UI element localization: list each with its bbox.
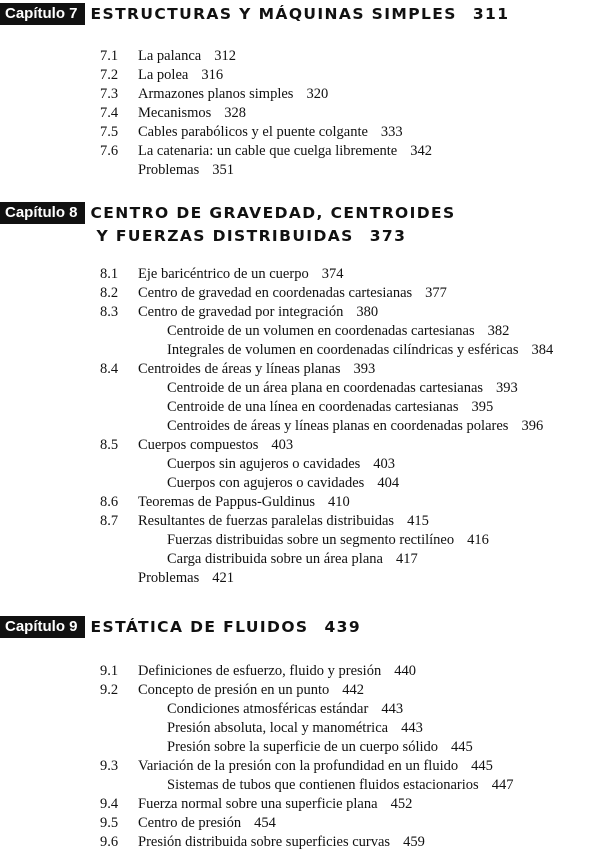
entry-text-group	[138, 161, 234, 179]
entry-title: Centroides de áreas y líneas planas en coordenadas polares	[167, 418, 509, 434]
entry-text-group	[138, 47, 236, 65]
entry-title: Eje baricéntrico de un cuerpo	[138, 266, 309, 282]
chapter-label-badge: Capítulo 8	[0, 202, 85, 224]
chapter-title	[85, 3, 510, 26]
entry-text-group	[138, 833, 425, 851]
entry-text-group	[138, 360, 375, 378]
entry-text-group	[138, 795, 412, 813]
entry-page-number: 447	[491, 777, 514, 793]
entry-page-number: 421	[212, 570, 234, 586]
entry-title: Concepto de presión en un punto	[138, 682, 330, 698]
chapter-page-number: 311	[472, 5, 510, 23]
entry-page-number: 403	[373, 456, 396, 472]
entry-text-group	[138, 85, 328, 103]
entry-title: Presión sobre la superficie de un cuerpo sólido	[167, 739, 438, 755]
section-number: 8.2	[100, 285, 119, 301]
entry-text-group	[167, 776, 513, 794]
entry-title: Presión distribuida sobre superficies curvas	[138, 834, 391, 850]
chapter-label-badge: Capítulo 9	[0, 616, 85, 638]
entry-title: Centroides de áreas y líneas planas	[138, 361, 341, 377]
entry-text-group	[138, 303, 378, 321]
entry-text-group	[138, 123, 403, 141]
entry-text-group	[167, 417, 543, 435]
chapter-title-line: CENTRO DE GRAVEDAD, CENTROIDES	[90, 204, 456, 222]
entry-page-number: 395	[471, 399, 494, 415]
entry-text-group	[167, 531, 489, 549]
chapter-page-number: 373	[369, 227, 407, 245]
chapter-9	[0, 616, 600, 850]
chapter-title-line: ESTÁTICA DE FLUIDOS 439	[90, 618, 362, 636]
entry-page-number: 374	[321, 266, 344, 282]
entry-title: Presión absoluta, local y manométrica	[167, 720, 389, 736]
entry-text-group	[167, 738, 473, 756]
entry-page-number: 443	[381, 701, 404, 717]
chapter-8	[0, 202, 600, 586]
entry-title: Carga distribuida sobre un área plana	[167, 551, 383, 567]
section-number: 8.1	[100, 266, 119, 282]
section-number: 8.7	[100, 513, 119, 529]
entry-page-number: 320	[306, 86, 329, 102]
entry-title: Centro de gravedad en coordenadas cartesianas	[138, 285, 413, 301]
entry-text-group	[138, 436, 293, 454]
entry-page-number: 417	[395, 551, 418, 567]
entry-text-group	[138, 512, 429, 530]
entry-title: Centroide de un volumen en coordenadas cartesianas	[167, 323, 475, 339]
entry-page-number: 440	[394, 663, 416, 679]
entry-page-number: 459	[403, 834, 425, 850]
entry-title: Integrales de volumen en coordenadas cilíndricas y esféricas	[167, 342, 519, 358]
entry-text-group	[167, 455, 395, 473]
entry-text-group	[138, 493, 350, 511]
section-number: 9.6	[100, 834, 119, 850]
chapter-page-number: 439	[324, 618, 362, 636]
entry-title: Problemas	[138, 162, 200, 178]
entry-page-number: 443	[401, 720, 423, 736]
entry-title: Problemas	[138, 570, 200, 586]
entry-title: Mecanismos	[138, 105, 212, 121]
entry-title: Armazones planos simples	[138, 86, 294, 102]
entry-title: Resultantes de fuerzas paralelas distribuidas	[138, 513, 395, 529]
entry-text-group	[167, 379, 518, 397]
entry-page-number: 454	[254, 815, 276, 831]
entry-page-number: 316	[201, 67, 224, 83]
entry-text-group	[138, 814, 276, 832]
chapter-title	[85, 616, 362, 639]
entry-text-group	[138, 265, 343, 283]
section-number: 8.6	[100, 494, 119, 510]
entry-text-group	[167, 398, 493, 416]
section-number: 7.6	[100, 143, 119, 159]
entry-text-group	[167, 322, 509, 340]
entry-page-number: 404	[377, 475, 400, 491]
chapter-heading	[0, 616, 600, 639]
entry-page-number: 410	[327, 494, 350, 510]
entry-title: Centro de presión	[138, 815, 242, 831]
entry-title: Cuerpos sin agujeros o cavidades	[167, 456, 361, 472]
entry-title: Condiciones atmosféricas estándar	[167, 701, 369, 717]
entry-page-number: 351	[212, 162, 234, 178]
entry-page-number: 403	[271, 437, 294, 453]
chapter-label-badge: Capítulo 7	[0, 3, 85, 25]
section-number: 8.3	[100, 304, 119, 320]
section-number: 7.2	[100, 67, 119, 83]
entry-page-number: 384	[531, 342, 554, 358]
section-number: 9.1	[100, 663, 119, 679]
entry-text-group	[138, 569, 234, 587]
chapter-title-line: Y FUERZAS DISTRIBUIDAS	[96, 227, 354, 245]
entry-title: Centroide de una línea en coordenadas cartesianas	[167, 399, 459, 415]
entry-page-number: 452	[390, 796, 413, 812]
entry-page-number: 416	[467, 532, 489, 548]
section-number: 9.4	[100, 796, 119, 812]
section-number: 7.5	[100, 124, 119, 140]
entry-page-number: 377	[425, 285, 447, 301]
entry-text-group	[138, 142, 432, 160]
entry-page-number: 312	[214, 48, 236, 64]
entry-title: Variación de la presión con la profundidad en un fluido	[138, 758, 459, 774]
entry-title: Centroide de un área plana en coordenadas cartesianas	[167, 380, 484, 396]
entry-title: Definiciones de esfuerzo, fluido y presión	[138, 663, 382, 679]
section-number: 9.2	[100, 682, 119, 698]
entry-text-group	[138, 284, 447, 302]
entry-title: La palanca	[138, 48, 202, 64]
chapter-7	[0, 3, 600, 178]
section-number: 7.1	[100, 48, 119, 64]
entry-page-number: 393	[496, 380, 518, 396]
entry-text-group	[138, 757, 493, 775]
entry-text-group	[167, 341, 553, 359]
entry-text-group	[138, 681, 364, 699]
entry-title: Teoremas de Pappus-Guldinus	[138, 494, 315, 510]
entry-page-number: 342	[410, 143, 432, 159]
entry-page-number: 396	[521, 418, 544, 434]
entry-title: Cables parabólicos y el puente colgante	[138, 124, 368, 140]
chapter-title	[85, 202, 456, 248]
entry-title: Centro de gravedad por integración	[138, 304, 344, 320]
section-number: 9.5	[100, 815, 119, 831]
entry-text-group	[138, 662, 416, 680]
entry-title: Sistemas de tubos que contienen fluidos estacionarios	[167, 777, 479, 793]
section-number: 8.5	[100, 437, 119, 453]
section-number: 7.3	[100, 86, 119, 102]
entry-page-number: 382	[487, 323, 510, 339]
entry-title: Fuerza normal sobre una superficie plana	[138, 796, 378, 812]
chapter-heading	[0, 202, 600, 248]
entry-title: Cuerpos con agujeros o cavidades	[167, 475, 365, 491]
entry-text-group	[167, 550, 418, 568]
entry-page-number: 445	[471, 758, 493, 774]
entry-title: La catenaria: un cable que cuelga libremente	[138, 143, 398, 159]
entry-text-group	[138, 104, 246, 122]
entry-text-group	[167, 719, 423, 737]
entry-page-number: 442	[342, 682, 365, 698]
entry-title: Cuerpos compuestos	[138, 437, 259, 453]
entry-page-number: 380	[356, 304, 379, 320]
entry-title: Fuerzas distribuidas sobre un segmento rectilíneo	[167, 532, 455, 548]
chapter-title-line: ESTRUCTURAS Y MÁQUINAS SIMPLES 311	[90, 5, 510, 23]
entry-page-number: 393	[353, 361, 376, 377]
entry-text-group	[167, 474, 399, 492]
entry-page-number: 328	[224, 105, 247, 121]
entry-text-group	[138, 66, 223, 84]
section-number: 8.4	[100, 361, 119, 377]
entry-page-number: 333	[380, 124, 403, 140]
entry-text-group	[167, 700, 403, 718]
entry-page-number: 445	[451, 739, 473, 755]
entry-page-number: 415	[407, 513, 429, 529]
section-number: 7.4	[100, 105, 119, 121]
chapter-heading	[0, 3, 600, 26]
section-number: 9.3	[100, 758, 119, 774]
entry-title: La polea	[138, 67, 189, 83]
